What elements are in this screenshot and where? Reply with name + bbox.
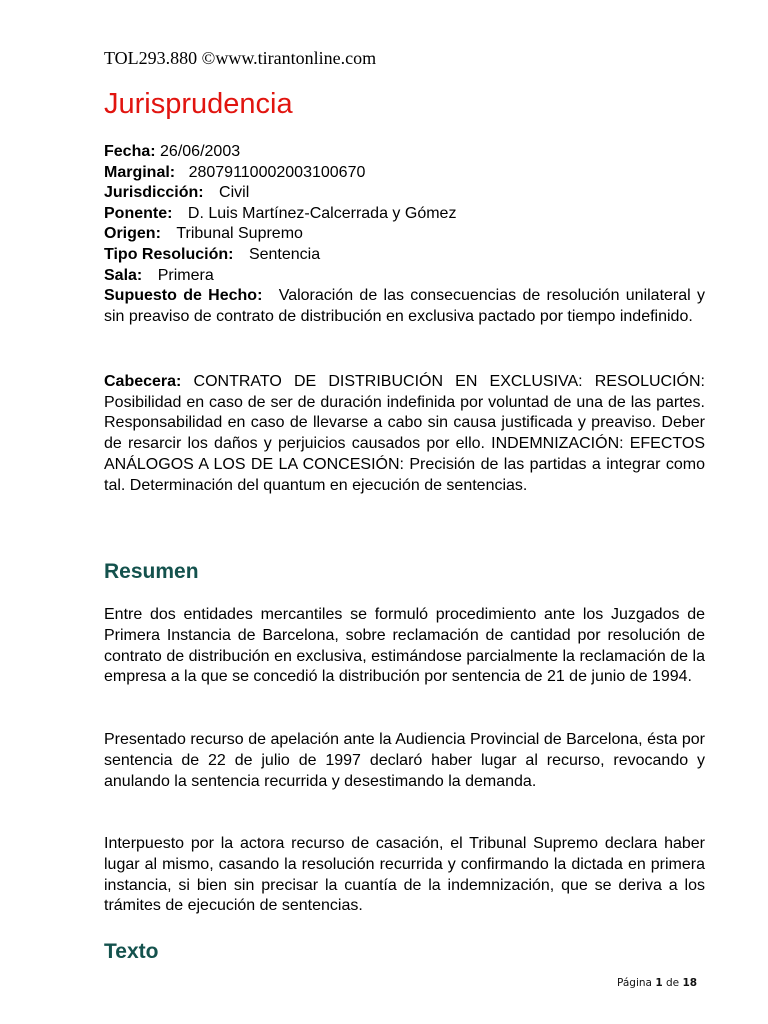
origen-value: Tribunal Supremo — [176, 225, 303, 243]
ponente-value: D. Luis Martínez-Calcerrada y Gómez — [187, 204, 457, 222]
ponente-row — [104, 204, 705, 225]
document-title: Jurisprudencia — [104, 88, 293, 120]
supuesto-row — [104, 286, 705, 327]
fecha-label: Fecha: — [104, 143, 156, 160]
resumen-paragraph: Entre dos entidades mercantiles se formuló procedimiento ante los Juzgados de Primera Instancia de Barcelona, sobre reclamación de cantidad por resolución de contrato de distribución en exclusiva, estimándose parcialmente la reclamación de la empresa a la que se concedió la distribución por sentencia de 21 de junio de 1994. — [104, 606, 705, 686]
metadata-block — [104, 142, 705, 327]
origen-row — [104, 224, 705, 245]
origen-label: Origen: — [104, 225, 161, 243]
cabecera-label: Cabecera: — [104, 373, 182, 390]
resumen-paragraph: Presentado recurso de apelación ante la Audiencia Provincial de Barcelona, ésta por sentencia de 22 de julio de 1997 declaró haber lugar al recurso, revocando y anulando la sentencia recurrida y desestimando la demanda. — [104, 731, 705, 790]
sala-value: Primera — [157, 266, 214, 284]
total-pages: 18 — [682, 977, 698, 989]
de-label: de — [665, 977, 680, 989]
fecha-row — [104, 142, 705, 163]
fecha-value: 26/06/2003 — [160, 143, 241, 160]
tipo-resolucion-label: Tipo Resolución: — [104, 245, 234, 263]
supuesto-label: Supuesto de Hecho: — [104, 287, 263, 305]
document-reference: TOL293.880 ©www.tirantonline.com — [104, 48, 377, 68]
ponente-label: Ponente: — [104, 204, 173, 222]
tipo-resolucion-value: Sentencia — [248, 245, 321, 263]
texto-heading: Texto — [104, 940, 159, 963]
marginal-label: Marginal: — [104, 163, 176, 181]
jurisdiccion-value: Civil — [219, 184, 250, 202]
marginal-value: 28079110002003100670 — [188, 163, 366, 181]
cabecera-block — [104, 372, 705, 496]
sala-label: Sala: — [104, 266, 143, 284]
jurisdiccion-label: Jurisdicción: — [104, 184, 204, 202]
resumen-heading: Resumen — [104, 560, 199, 583]
marginal-row — [104, 163, 705, 184]
sala-row — [104, 266, 705, 287]
pagina-label: Página — [617, 977, 652, 989]
jurisdiccion-row — [104, 183, 705, 204]
cabecera-text: CONTRATO DE DISTRIBUCIÓN EN EXCLUSIVA: RESOLUCIÓN: Posibilidad en caso de ser de duración indefinida por voluntad de una de las partes. Responsabilidad en caso de llevarse a cabo sin causa justificada y preaviso. Deber de resarcir los daños y perjuicios causados por ello. INDEMNIZACIÓN: EFECTOS ANÁLOGOS A LOS DE LA CONCESIÓN: Precisión de las partidas a integrar como tal. Determinación del quantum en ejecución de sentencias. — [104, 373, 705, 494]
supuesto-value: Valoración de las consecuencias de resolución unilateral y sin preaviso de contrato de distribución en exclusiva pactado por tiempo indefinido. — [104, 287, 706, 325]
tipo-resolucion-row — [104, 245, 705, 266]
current-page: 1 — [655, 977, 663, 989]
page-number — [617, 976, 697, 990]
resumen-paragraph: Interpuesto por la actora recurso de casación, el Tribunal Supremo declara haber lugar al mismo, casando la resolución recurrida y confirmando la dictada en primera instancia, si bien sin precisar la cuantía de la indemnización, que se deriva a los trámites de ejecución de sentencias. — [104, 835, 705, 915]
